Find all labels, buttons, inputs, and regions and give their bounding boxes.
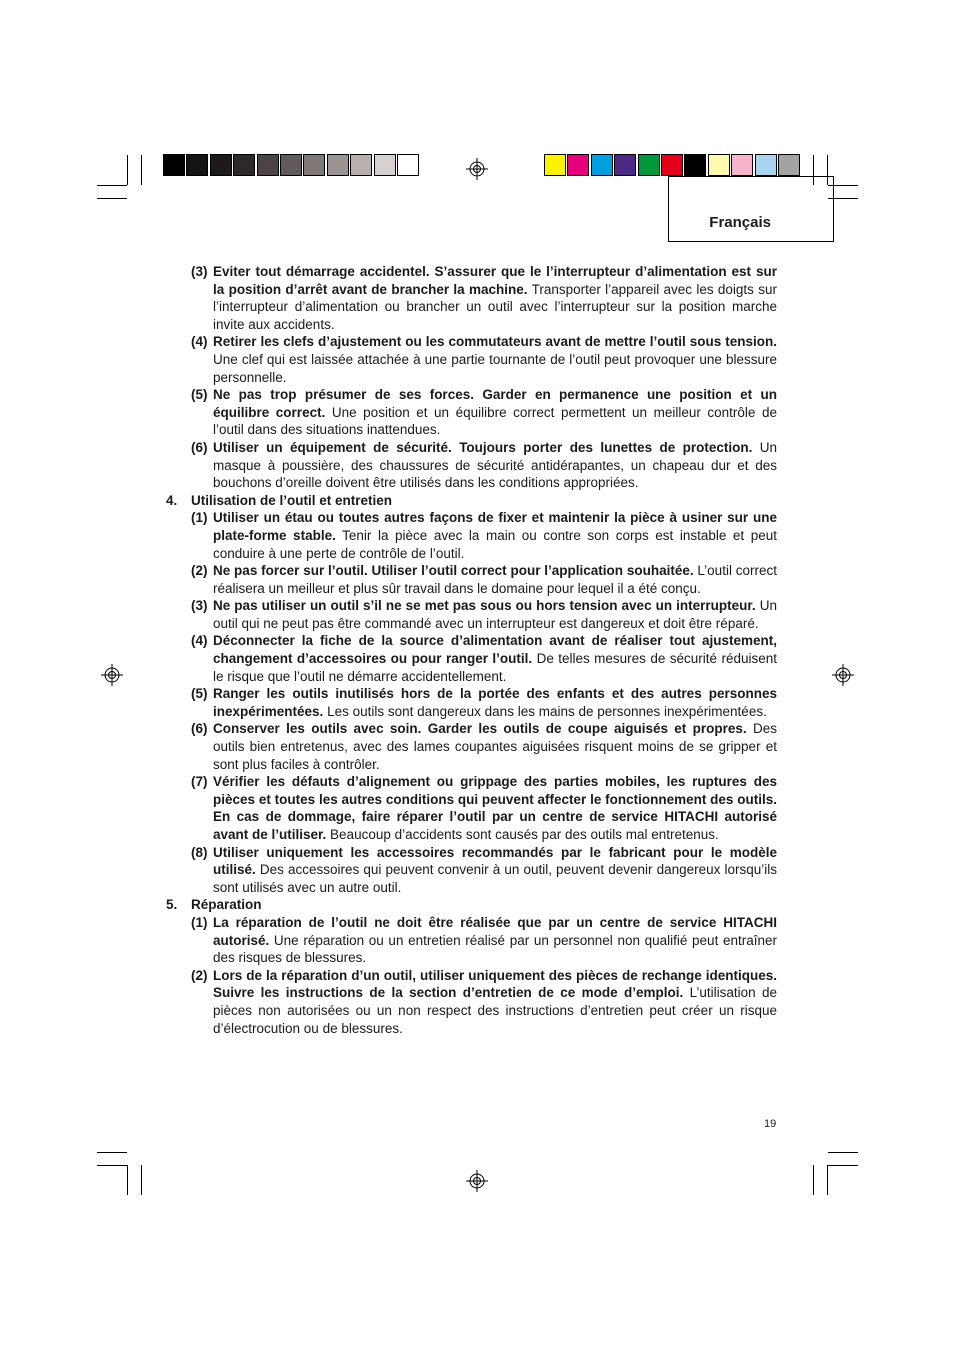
instruction-text: L’outil correct réalisera un meilleur et plus sûr travail dans le domaine pour lequel il a été conçu.	[213, 563, 777, 596]
instruction-item	[166, 914, 777, 967]
color-swatch	[661, 154, 683, 176]
gray-swatch	[233, 154, 255, 176]
instruction-bold-text: Déconnecter la fiche de la source d’alimentation avant de réaliser tout ajustement, changement d’accessoires ou pour ranger l’outil.	[213, 633, 777, 667]
color-swatch	[544, 154, 566, 176]
item-number: (8)	[191, 844, 208, 860]
crop-mark	[141, 1165, 142, 1195]
instruction-bold-text: Utiliser un étau ou toutes autres façons de fixer et maintenir la pièce à usiner sur une plate-forme stable.	[213, 510, 777, 543]
instruction-bold-text: Retirer les clefs d’ajustement ou les commutateurs avant de mettre l’outil sous tension.	[213, 334, 777, 350]
instruction-bold-text: Ne pas utiliser un outil s’il ne se met pas sous ou hors tension avec un interrupteur.	[213, 598, 756, 614]
gray-swatch	[186, 154, 208, 176]
crop-mark	[813, 1165, 814, 1195]
crop-mark	[97, 1152, 127, 1153]
section-title: Utilisation de l’outil et entretien	[191, 492, 393, 508]
crop-mark	[97, 1165, 127, 1166]
instruction-text: Tenir la pièce avec la main ou contre son corps est instable et peut conduire à une perte de contrôle de l’outil.	[213, 527, 778, 561]
instruction-item	[166, 720, 777, 773]
instruction-bold-text: Ne pas trop présumer de ses forces. Garder en permanence une position et un équilibre correct.	[213, 387, 777, 420]
section-heading	[166, 492, 777, 510]
color-swatch	[638, 154, 660, 176]
instruction-item	[166, 632, 777, 685]
item-number: (1)	[191, 914, 208, 930]
item-number: (3)	[191, 264, 208, 279]
item-number: 4.	[166, 492, 178, 508]
item-number: (6)	[191, 721, 208, 737]
instruction-bold-text: Ne pas forcer sur l’outil. Utiliser l’outil correct pour l’application souhaitée.	[213, 563, 694, 579]
color-calibration-strip	[544, 154, 801, 176]
color-swatch	[684, 154, 706, 176]
gray-swatch	[374, 154, 396, 176]
item-number: (4)	[191, 633, 208, 649]
instruction-item	[166, 562, 777, 597]
color-swatch	[731, 154, 753, 176]
color-swatch	[614, 154, 636, 176]
instruction-bold-text: Vérifier les défauts d’alignement ou grippage des parties mobiles, les ruptures des pièces et toutes les autres conditions qui peuvent affecter le fonctionnement des outils. En cas de dommage, faire réparer l’outil par un centre de service HITACHI autorisé avant de l’utiliser.	[213, 774, 777, 842]
registration-mark-icon	[466, 158, 488, 180]
instruction-text: Une position et un équilibre correct permettent un meilleur contrôle de l’outil dans des situations inattendues.	[213, 404, 777, 438]
instruction-bold-text: Eviter tout démarrage accidentel. S’assurer que le l’interrupteur d’alimentation est sur la position d’arrêt avant de brancher la machine.	[213, 264, 777, 297]
instruction-bold-text: Utiliser uniquement les accessoires recommandés par le fabricant pour le modèle utilisé.	[213, 844, 777, 878]
item-number: 5.	[166, 897, 178, 913]
crop-mark	[141, 155, 142, 185]
instruction-text: Des accessoires qui peuvent convenir à un outil, peuvent devenir dangereux lorsqu’ils sont utilisés avec un autre outil.	[213, 862, 777, 895]
instruction-bold-text: Conserver les outils avec soin. Garder les outils de coupe aiguisés et propres.	[213, 721, 747, 737]
section-heading	[166, 896, 777, 914]
instruction-item	[166, 263, 777, 333]
instruction-text: Des outils bien entretenus, avec des lames coupantes aiguisées risquent moins de se gripper et sont plus faciles à contrôler.	[213, 721, 777, 772]
crop-mark	[97, 185, 127, 186]
gray-swatch	[257, 154, 279, 176]
instruction-item	[166, 844, 777, 897]
instruction-text: Les outils sont dangereux dans les mains de personnes inexpérimentées.	[323, 703, 767, 719]
instruction-item	[166, 773, 777, 843]
instruction-item	[166, 967, 777, 1037]
instruction-bold-text: Ranger les outils inutilisés hors de la portée des enfants et des autres personnes inexpérimentées.	[213, 686, 777, 719]
instruction-text: Un masque à poussière, des chaussures de sécurité antidérapantes, un chapeau dur et des bouchons d’oreille doivent être utilisés dans les conditions appropriées.	[213, 439, 777, 491]
gray-swatch	[397, 154, 419, 176]
instruction-item	[166, 333, 777, 386]
item-number: (7)	[191, 774, 208, 790]
registration-mark-icon	[832, 664, 854, 686]
gray-swatch	[210, 154, 232, 176]
instruction-text: Beaucoup d’accidents sont causés par des outils mal entretenus.	[326, 827, 719, 842]
instruction-text: Une clef qui est laissée attachée à une partie tournante de l’outil peut provoquer une blessure personnelle.	[213, 351, 777, 385]
crop-mark	[127, 155, 128, 185]
item-number: (1)	[191, 510, 208, 526]
instruction-item	[166, 597, 777, 632]
item-number: (6)	[191, 439, 208, 455]
crop-mark	[828, 1165, 858, 1166]
instruction-bold-text: La réparation de l’outil ne doit être réalisée que par un centre de service HITACHI autorisé.	[213, 914, 777, 948]
instruction-item	[166, 439, 777, 492]
language-tab	[668, 176, 834, 242]
registration-mark-icon	[101, 664, 123, 686]
instruction-item	[166, 509, 777, 562]
instruction-bold-text: Lors de la réparation d’un outil, utiliser uniquement des pièces de rechange identiques. Suivre les instructions de la section d’entretien de ce mode d’emploi.	[213, 967, 777, 1001]
instruction-item	[166, 386, 777, 439]
gray-swatch	[280, 154, 302, 176]
item-number: (5)	[191, 387, 208, 403]
color-swatch	[755, 154, 777, 176]
color-swatch	[567, 154, 589, 176]
instruction-text: Une réparation ou un entretien réalisé par un personnel non qualifié peut entraîner des risques de blessures.	[213, 932, 777, 966]
section-title: Réparation	[191, 897, 262, 913]
gray-swatch	[327, 154, 349, 176]
item-number: (2)	[191, 563, 208, 579]
item-number: (4)	[191, 334, 208, 350]
language-label: Français	[709, 214, 771, 231]
item-number: (3)	[191, 598, 208, 614]
crop-mark	[828, 1152, 858, 1153]
item-number: (2)	[191, 967, 208, 983]
crop-mark	[97, 198, 127, 199]
crop-mark	[127, 1165, 128, 1195]
grayscale-calibration-strip	[163, 154, 420, 176]
instruction-item	[166, 685, 777, 720]
registration-mark-icon	[466, 1170, 488, 1192]
instruction-text: L’utilisation de pièces non autorisées ou un non respect des instructions d’entretien peut créer un risque d’électrocution ou de blessures.	[213, 985, 777, 1036]
color-swatch	[708, 154, 730, 176]
safety-instructions-body	[166, 263, 777, 1037]
gray-swatch	[350, 154, 372, 176]
color-swatch	[591, 154, 613, 176]
instruction-text: Transporter l’appareil avec les doigts sur l’interrupteur d’alimentation ou brancher un outil avec l’interrupteur sur la position marche invite aux accidents.	[213, 281, 777, 332]
gray-swatch	[163, 154, 185, 176]
instruction-bold-text: Utiliser un équipement de sécurité. Toujours porter des lunettes de protection.	[213, 439, 753, 455]
instruction-text: De telles mesures de sécurité réduisent le risque que l’outil ne démarre accidentellement.	[213, 651, 778, 684]
item-number: (5)	[191, 686, 208, 702]
color-swatch	[778, 154, 800, 176]
gray-swatch	[303, 154, 325, 176]
crop-mark	[827, 1165, 828, 1195]
page-number: 19	[764, 1118, 777, 1130]
instruction-text: Un outil qui ne peut pas être commandé avec un interrupteur est dangereux et doit être réparé.	[213, 598, 777, 631]
